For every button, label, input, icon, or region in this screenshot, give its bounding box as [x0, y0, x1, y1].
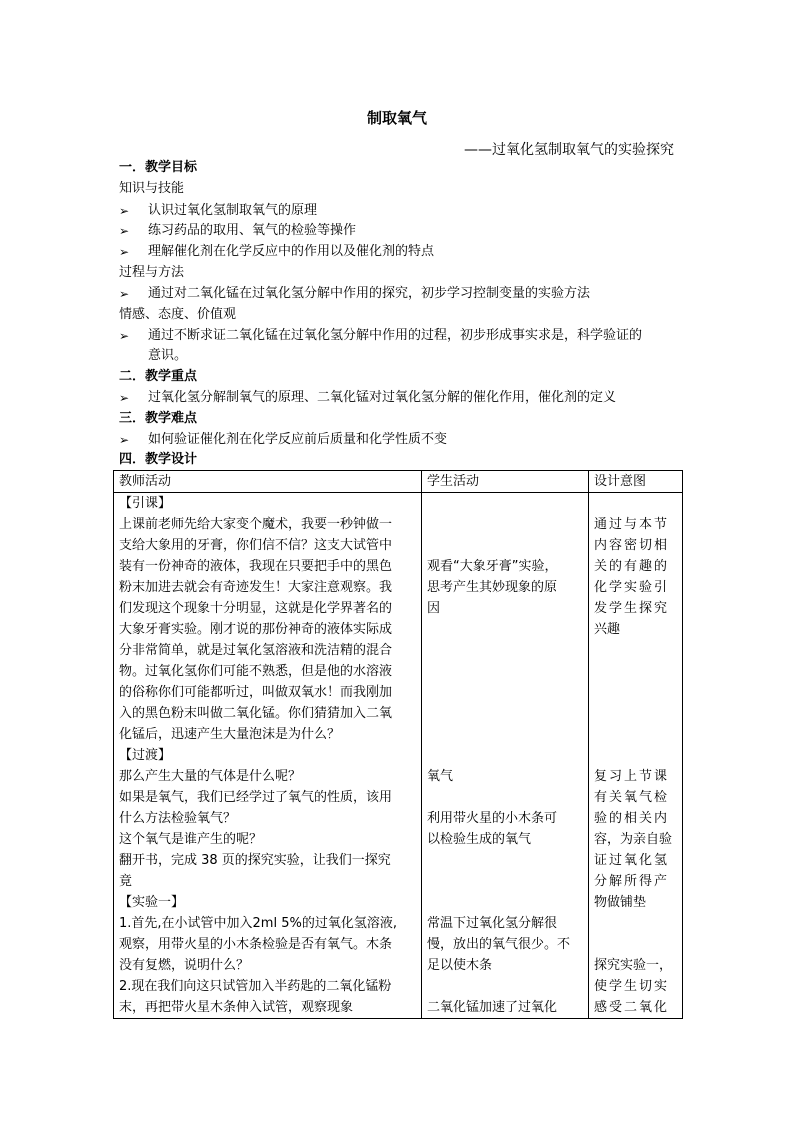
teacher-line: 的俗称你们可能都听过，叫做双氧水！而我刚加	[119, 685, 393, 700]
design-intent-cell	[589, 493, 683, 1019]
teacher-line: 入的黑色粉末叫做二氧化锰。你们猜猜加入二氧	[119, 706, 393, 721]
teacher-line: 分非常简单，就是过氧化氢溶液和洗洁精的混合	[119, 643, 393, 658]
student-activity-cell	[422, 493, 589, 1019]
column-header-teacher: 教师活动	[114, 471, 422, 493]
intent-line: 证过氧化氢	[594, 853, 670, 868]
objectives-heading: 一．教学目标	[119, 160, 198, 175]
knowledge-item: 理解催化剂在化学反应中的作用以及催化剂的特点	[148, 244, 435, 259]
difficulties-heading: 三．教学难点	[119, 411, 198, 426]
teacher-line: 物。过氧化氢你们可能不熟悉，但是他的水溶液	[119, 664, 393, 679]
bullet-arrow-icon: ➢	[119, 287, 130, 301]
knowledge-label: 知识与技能	[119, 181, 185, 196]
intent-line: 物做铺垫	[594, 895, 647, 910]
key-points-heading: 二．教学重点	[119, 369, 198, 384]
student-line: 慢，放出的氧气很少。不	[427, 937, 571, 952]
page-title: 制取氧气	[366, 109, 427, 127]
column-header-intent: 设计意图	[589, 471, 683, 493]
intent-line: 关的有趣的	[594, 559, 670, 574]
teacher-line: 化锰后，迅速产生大量泡沫是为什么？	[119, 727, 341, 742]
bullet-arrow-icon: ➢	[119, 391, 130, 405]
intent-line: 验的相关内	[594, 811, 670, 826]
teacher-line: 竟	[119, 874, 133, 889]
teacher-line: 【引课】	[119, 496, 172, 511]
knowledge-item: 练习药品的取用、氧气的检验等操作	[148, 223, 357, 238]
teacher-line: 们发现这个现象十分明显，这就是化学界著名的	[119, 601, 393, 616]
teacher-line: 这个氧气是谁产生的呢？	[119, 832, 263, 847]
intent-line: 使学生切实	[594, 979, 670, 994]
teacher-line: 【过渡】	[119, 748, 172, 763]
column-header-student: 学生活动	[422, 471, 589, 493]
table-body-row	[114, 493, 683, 1019]
student-line: 思考产生其妙现象的原	[427, 580, 558, 595]
key-point-item: 过氧化氢分解制氧气的原理、二氧化锰对过氧化氢分解的催化作用，催化剂的定义	[148, 390, 617, 405]
student-line: 因	[427, 601, 441, 616]
teacher-line: 如果是氧气，我们已经学过了氧气的性质，该用	[119, 790, 393, 805]
emotion-label: 情感、态度、价值观	[119, 307, 237, 322]
intent-line: 兴趣	[594, 622, 621, 637]
teacher-line: 翻开书，完成 38 页的探究实验，让我们一探究	[119, 853, 391, 868]
process-item: 通过对二氧化锰在过氧化氢分解中作用的探究，初步学习控制变量的实验方法	[148, 286, 591, 301]
knowledge-item: 认识过氧化氢制取氧气的原理	[148, 203, 318, 218]
table-header-row	[114, 471, 683, 493]
teacher-line: 1.首先,在小试管中加入2ml 5%的过氧化氢溶液,	[119, 916, 397, 931]
teacher-line: 那么产生大量的气体是什么呢？	[119, 769, 302, 784]
intent-line: 发学生探究	[594, 601, 670, 616]
bullet-arrow-icon: ➢	[119, 204, 130, 218]
teacher-line: 什么方法检验氧气？	[119, 811, 237, 826]
teacher-line: 末，再把带火星木条伸入试管，观察现象	[119, 1000, 354, 1015]
intent-line: 内容密切相	[594, 538, 670, 553]
difficulty-item: 如何验证催化剂在化学反应前后质量和化学性质不变	[148, 432, 448, 447]
process-label: 过程与方法	[119, 265, 185, 280]
teacher-activity-cell	[114, 493, 422, 1019]
intent-line: 分解所得产	[594, 874, 670, 889]
bullet-arrow-icon: ➢	[119, 224, 130, 238]
intent-line: 感受二氧化	[594, 1000, 670, 1015]
student-line: 以检验生成的氧气	[427, 832, 532, 847]
student-line: 常温下过氧化氢分解很	[427, 916, 558, 931]
intent-line: 通过与本节	[594, 517, 670, 532]
emotion-item-continued: 意识。	[148, 348, 188, 363]
student-line: 氧气	[427, 769, 454, 784]
student-line: 观看“大象牙膏”实验，	[427, 559, 558, 574]
teacher-line: 装有一份神奇的液体，我现在只要把手中的黑色	[119, 559, 393, 574]
teacher-line: 2.现在我们向这只试管加入半药匙的二氧化锰粉	[119, 979, 392, 994]
student-line: 二氧化锰加速了过氧化	[427, 1000, 558, 1015]
teacher-line: 【实验一】	[119, 895, 185, 910]
intent-line: 有关氧气检	[594, 790, 670, 805]
student-line: 足以使木条	[427, 958, 493, 973]
intent-line: 容，为亲自验	[594, 832, 673, 847]
page-subtitle: ——过氧化氢制取氧气的实验探究	[464, 142, 674, 158]
bullet-arrow-icon: ➢	[119, 329, 130, 343]
intent-line: 探究实验一，	[594, 958, 673, 973]
bullet-arrow-icon: ➢	[119, 433, 130, 447]
teacher-line: 没有复燃，说明什么？	[119, 958, 250, 973]
teacher-line: 上课前老师先给大家变个魔术，我要一秒钟做一	[119, 517, 393, 532]
teacher-line: 粉末加进去就会有奇迹发生！大家注意观察。我	[119, 580, 393, 595]
intent-line: 复习上节课	[594, 769, 670, 784]
teacher-line: 大象牙膏实验。刚才说的那份神奇的液体实际成	[119, 622, 393, 637]
design-table	[113, 470, 683, 1019]
intent-line: 化学实验引	[594, 580, 670, 595]
teacher-line: 支给大象用的牙膏，你们信不信？这支大试管中	[119, 538, 393, 553]
emotion-item: 通过不断求证二氧化锰在过氧化氢分解中作用的过程，初步形成事实求是，科学验证的	[148, 328, 643, 343]
design-heading: 四．教学设计	[119, 452, 198, 467]
student-line: 利用带火星的小木条可	[427, 811, 558, 826]
teacher-line: 观察，用带火星的小木条检验是否有氧气。木条	[119, 937, 393, 952]
bullet-arrow-icon: ➢	[119, 245, 130, 259]
